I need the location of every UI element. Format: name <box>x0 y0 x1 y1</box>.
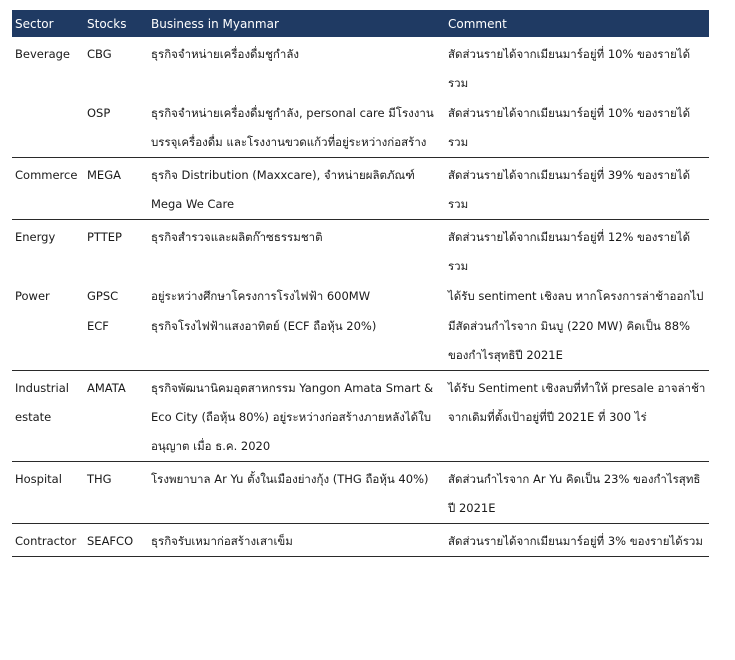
cell-stock: SEAFCO <box>84 524 148 557</box>
cell-comment: มีสัดส่วนกำไรจาก มินบู (220 MW) คิดเป็น 88% ของกำไรสุทธิปี 2021E <box>445 311 709 371</box>
cell-stock: AMATA <box>84 371 148 462</box>
cell-comment: สัดส่วนรายได้จากเมียนมาร์อยู่ที่ 12% ของรายได้รวม <box>448 230 691 273</box>
cell-comment: สัดส่วนรายได้จากเมียนมาร์อยู่ที่ 3% ของรายได้รวม <box>445 524 709 557</box>
table-body <box>12 37 709 557</box>
cell-comment: ได้รับ Sentiment เชิงลบที่ทำให้ presale อาจล่าช้าจากเดิมที่ตั้งเป้าอยู่ที่ปี 2021E ที่ 300 ไร่ <box>445 371 709 462</box>
cell-sector <box>12 311 84 371</box>
myanmar-exposure-table <box>12 10 709 557</box>
cell-comment: สัดส่วนรายได้จากเมียนมาร์อยู่ที่ 10% ของรายได้รวม <box>448 47 691 90</box>
table-row <box>12 281 709 311</box>
cell-sector: Contractor <box>12 524 84 557</box>
cell-sector: Energy <box>15 230 56 244</box>
myanmar-exposure-table-container <box>12 10 709 557</box>
cell-stock: OSP <box>84 98 148 158</box>
table-row <box>12 98 709 158</box>
cell-comment: สัดส่วนกำไรจาก Ar Yu คิดเป็น 23% ของกำไรสุทธิปี 2021E <box>445 462 709 524</box>
cell-stock: MEGA <box>84 158 148 220</box>
table-row <box>12 311 709 371</box>
cell-stock: PTTEP <box>87 230 122 244</box>
cell-sector: Beverage <box>15 47 70 61</box>
table-row <box>12 37 709 98</box>
cell-stock: ECF <box>84 311 148 371</box>
header-stocks: Stocks <box>84 10 148 37</box>
cell-sector: Industrial estate <box>12 371 84 462</box>
table-row <box>12 220 709 282</box>
cell-stock: CBG <box>87 47 112 61</box>
cell-comment: ได้รับ sentiment เชิงลบ หากโครงการล่าช้าออกไป <box>448 289 704 303</box>
table-row <box>12 158 709 220</box>
cell-stock: GPSC <box>87 289 119 303</box>
header-comment: Comment <box>445 10 709 37</box>
table-row <box>12 524 709 557</box>
cell-stock: THG <box>84 462 148 524</box>
table-row <box>12 462 709 524</box>
cell-business: ธุรกิจจำหน่ายเครื่องดื่มชูกำลัง, personal care มีโรงงานบรรจุเครื่องดื่ม และโรงงานขวดแก้วที่อยู่ระหว่างก่อสร้าง <box>148 98 445 158</box>
cell-sector <box>12 98 84 158</box>
header-sector: Sector <box>12 10 84 37</box>
cell-business: ธุรกิจพัฒนานิคมอุตสาหกรรม Yangon Amata Smart & Eco City (ถือหุ้น 80%) อยู่ระหว่างก่อสร้างภายหลังได้ใบอนุญาต เมื่อ ธ.ค. 2020 <box>148 371 445 462</box>
cell-business: ธุรกิจจำหน่ายเครื่องดื่มชูกำลัง <box>151 47 299 61</box>
cell-sector: Commerce <box>12 158 84 220</box>
header-business: Business in Myanmar <box>148 10 445 37</box>
cell-sector: Power <box>15 289 50 303</box>
table-header <box>12 10 709 37</box>
header-row <box>12 10 709 37</box>
cell-business: ธุรกิจสำรวจและผลิตก๊าซธรรมชาติ <box>151 230 323 244</box>
cell-business: อยู่ระหว่างศึกษาโครงการโรงไฟฟ้า 600MW <box>151 289 371 303</box>
cell-business: ธุรกิจโรงไฟฟ้าแสงอาทิตย์ (ECF ถือหุ้น 20%) <box>148 311 445 371</box>
cell-comment: สัดส่วนรายได้จากเมียนมาร์อยู่ที่ 10% ของรายได้รวม <box>445 98 709 158</box>
cell-business: ธุรกิจ Distribution (Maxxcare), จำหน่ายผลิตภัณฑ์ Mega We Care <box>148 158 445 220</box>
cell-comment: สัดส่วนรายได้จากเมียนมาร์อยู่ที่ 39% ของรายได้รวม <box>445 158 709 220</box>
cell-business: ธุรกิจรับเหมาก่อสร้างเสาเข็ม <box>148 524 445 557</box>
table-row <box>12 371 709 462</box>
cell-sector: Hospital <box>12 462 84 524</box>
cell-business: โรงพยาบาล Ar Yu ตั้งในเมืองย่างกุ้ง (THG ถือหุ้น 40%) <box>148 462 445 524</box>
